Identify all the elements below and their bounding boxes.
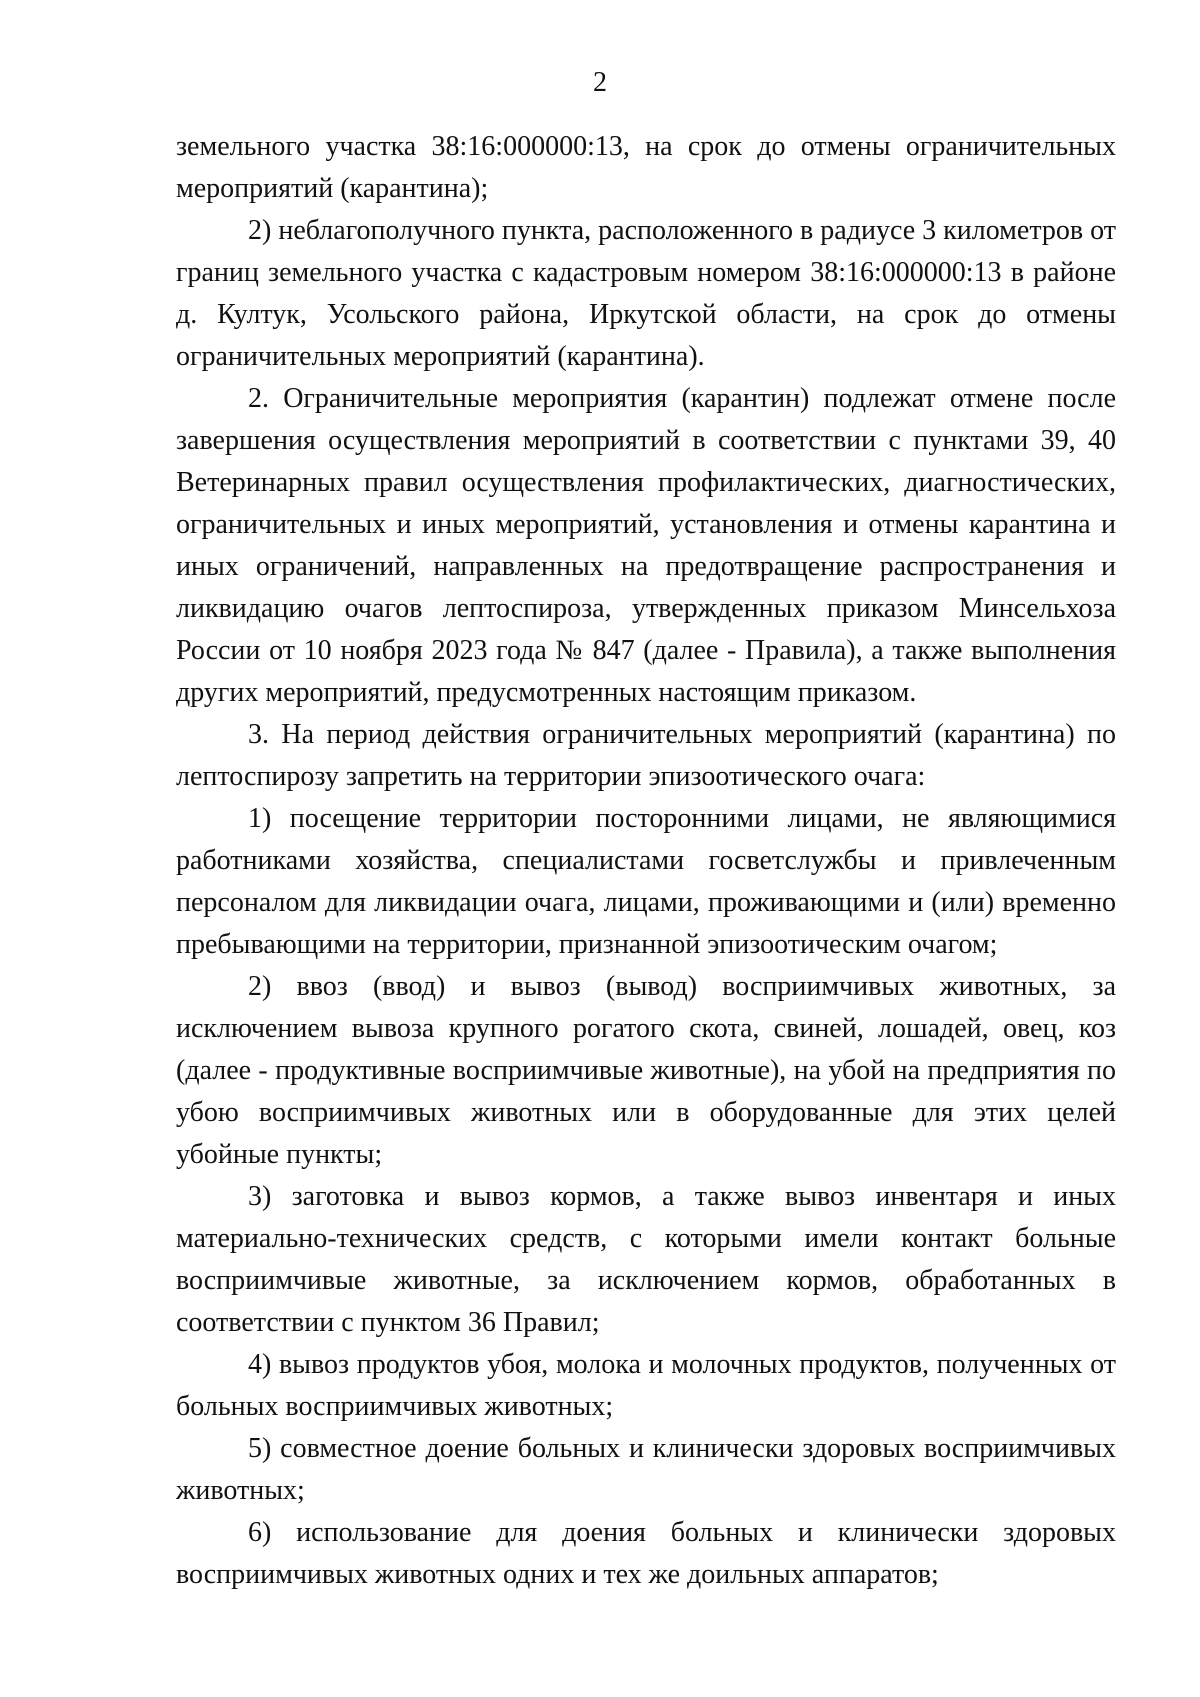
paragraph-prohibition-3: 3) заготовка и вывоз кормов, а также вывоз инвентаря и иных материально-технических средств, с которыми имели контакт больные восприимчивые животные, за исключением кормов, обработанных в соответствии с пунктом 36 Правил; (176, 1181, 1116, 1338)
paragraph-section-3-prohibitions: 3. На период действия ограничительных мероприятий (карантина) по лептоспирозу запретить на территории эпизоотического очага: (176, 719, 1116, 792)
page-number: 2 (593, 67, 607, 98)
paragraph-item-2-unfavorable-point: 2) неблагополучного пункта, расположенного в радиусе 3 километров от границ земельного участка с кадастровым номером 38:16:000000:13 в районе д. Култук, Усольского района, Иркутской области, на срок до отмены ограничительных мероприятий (карантина). (176, 215, 1116, 372)
paragraph-prohibition-5: 5) совместное доение больных и клинически здоровых восприимчивых животных; (176, 1433, 1116, 1506)
paragraph-prohibition-6: 6) использование для доения больных и клинически здоровых восприимчивых животных одних и тех же доильных аппаратов; (176, 1517, 1116, 1590)
paragraph-prohibition-2: 2) ввоз (ввод) и вывоз (вывод) восприимчивых животных, за исключением вывоза крупного рогатого скота, свиней, лошадей, овец, коз (далее - продуктивные восприимчивые животные), на убой на предприятия по убою восприимчивых животных или в оборудованные для этих целей убойные пункты; (176, 971, 1116, 1170)
paragraph-section-2-cancellation: 2. Ограничительные мероприятия (карантин) подлежат отмене после завершения осуществления мероприятий в соответствии с пунктами 39, 40 Ветеринарных правил осуществления профилактических, диагностических, ограничительных и иных мероприятий, установления и отмены карантина и иных ограничений, направленных на предотвращение распространения и ликвидацию очагов лептоспироза, утвержденных приказом Минсельхоза России от 10 ноября 2023 года № 847 (далее - Правила), а также выполнения других мероприятий, предусмотренных настоящим приказом. (176, 383, 1116, 708)
paragraph-continuation: земельного участка 38:16:000000:13, на срок до отмены ограничительных мероприятий (карантина); (176, 131, 1116, 204)
document-body (176, 126, 1116, 1596)
paragraph-prohibition-1: 1) посещение территории посторонними лицами, не являющимися работниками хозяйства, специалистами госветслужбы и привлеченным персоналом для ликвидации очага, лицами, проживающими и (или) временно пребывающими на территории, признанной эпизоотическим очагом; (176, 803, 1116, 960)
paragraph-prohibition-4: 4) вывоз продуктов убоя, молока и молочных продуктов, полученных от больных восприимчивых животных; (176, 1349, 1116, 1422)
